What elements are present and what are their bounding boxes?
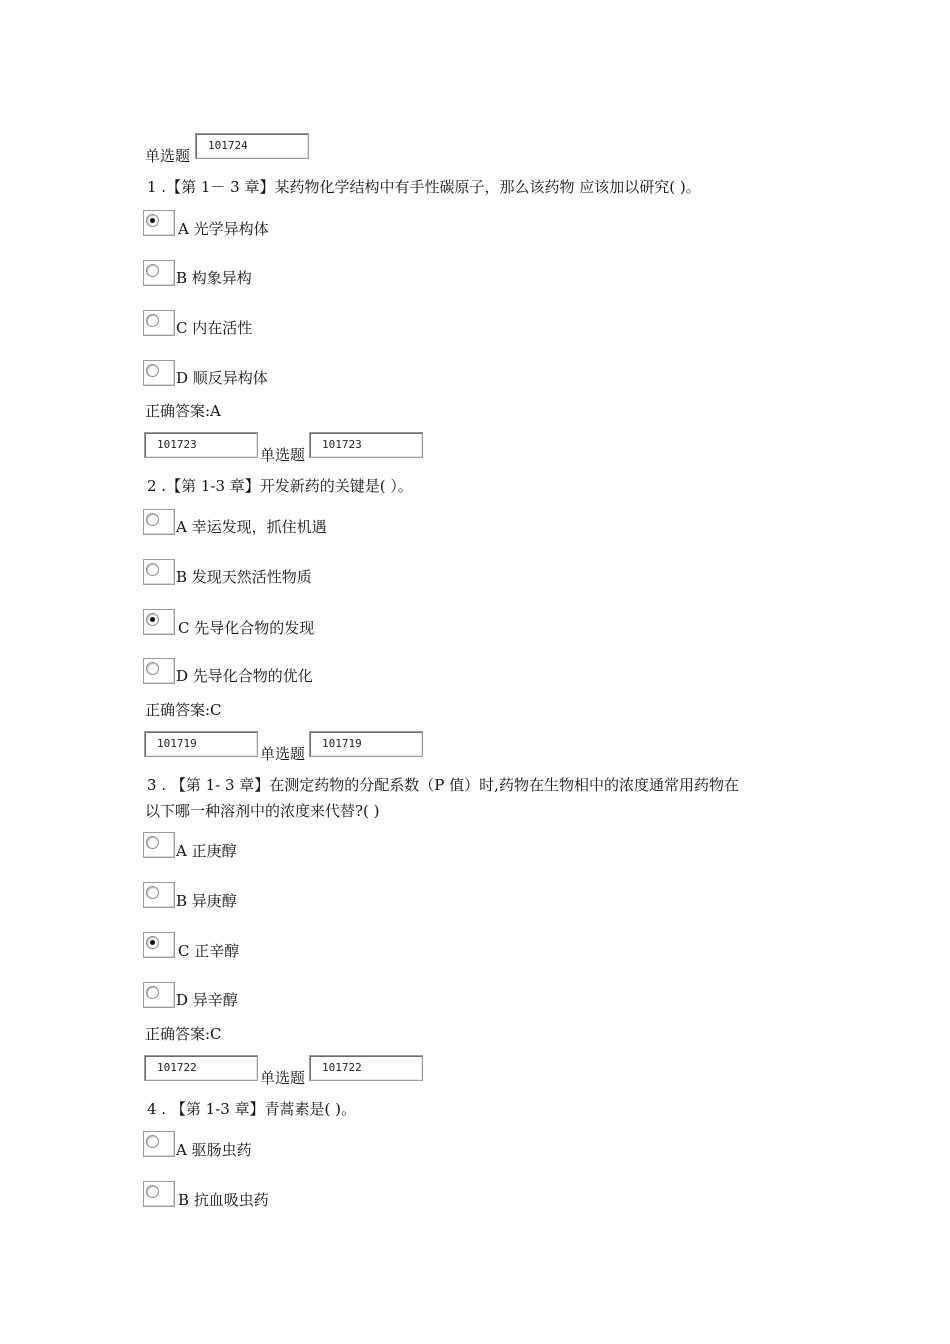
question-id-field-right[interactable]: 101723 — [309, 432, 423, 458]
option-d-radio[interactable] — [143, 658, 175, 684]
question-text: 1 .【第 1－ 3 章】某药物化学结构中有手性碳原子，那么该药物 应该加以研究( )。 — [147, 178, 701, 196]
radio-circle-icon — [146, 936, 159, 949]
option-a-radio[interactable] — [143, 1131, 175, 1157]
correct-answer: 正确答案:A — [145, 402, 221, 420]
option-b-radio[interactable] — [143, 1181, 175, 1207]
option-b-label: B 发现天然活性物质 — [176, 568, 312, 586]
radio-circle-icon — [146, 613, 159, 626]
option-c-radio[interactable] — [143, 310, 175, 336]
radio-circle-icon — [146, 836, 159, 849]
option-b-radio[interactable] — [143, 882, 175, 908]
option-c-label: C 正辛醇 — [178, 942, 240, 960]
option-d-radio[interactable] — [143, 360, 175, 386]
radio-selected-dot-icon — [150, 617, 155, 622]
option-a-label: A 正庚醇 — [176, 842, 237, 860]
option-d-radio[interactable] — [143, 982, 175, 1008]
option-c-radio[interactable] — [143, 609, 175, 635]
radio-circle-icon — [146, 364, 159, 377]
radio-circle-icon — [146, 314, 159, 327]
question-id-field-left[interactable]: 101723 — [144, 432, 258, 458]
question-id-field-left[interactable]: 101722 — [144, 1055, 258, 1081]
question-type-label: 单选题 — [260, 1069, 306, 1087]
option-b-label: B 抗血吸虫药 — [178, 1191, 269, 1209]
option-a-radio[interactable] — [143, 509, 175, 535]
question-id-field-right[interactable]: 101719 — [309, 731, 423, 757]
option-b-label: B 构象异构 — [176, 269, 252, 287]
radio-circle-icon — [146, 513, 159, 526]
correct-answer: 正确答案:C — [145, 701, 222, 719]
question-type-label: 单选题 — [260, 745, 306, 763]
option-a-label: A 光学异构体 — [178, 220, 269, 238]
question-type-label: 单选题 — [260, 446, 306, 464]
option-b-radio[interactable] — [143, 559, 175, 585]
question-text-line1: 3 . 【第 1- 3 章】在测定药物的分配系数（P 值）时,药物在生物相中的浓度通常用药物在 — [147, 776, 739, 794]
radio-selected-dot-icon — [150, 940, 155, 945]
option-d-label: D 异辛醇 — [176, 991, 238, 1009]
radio-circle-icon — [146, 1185, 159, 1198]
option-a-label: A 幸运发现，抓住机遇 — [176, 518, 327, 536]
question-id-field[interactable]: 101724 — [195, 133, 309, 159]
option-a-radio[interactable] — [143, 832, 175, 858]
radio-circle-icon — [146, 214, 159, 227]
option-a-label: A 驱肠虫药 — [176, 1141, 252, 1159]
option-b-label: B 异庚醇 — [176, 892, 237, 910]
question-text: 4 . 【第 1-3 章】青蒿素是( )。 — [147, 1100, 357, 1118]
radio-circle-icon — [146, 662, 159, 675]
question-type-label: 单选题 — [145, 147, 191, 165]
option-a-radio[interactable] — [143, 210, 175, 236]
correct-answer: 正确答案:C — [145, 1025, 222, 1043]
question-id-field-right[interactable]: 101722 — [309, 1055, 423, 1081]
option-b-radio[interactable] — [143, 260, 175, 286]
option-c-label: C 内在活性 — [176, 319, 253, 337]
radio-circle-icon — [146, 986, 159, 999]
radio-circle-icon — [146, 1135, 159, 1148]
radio-circle-icon — [146, 886, 159, 899]
radio-circle-icon — [146, 563, 159, 576]
question-text: 2 .【第 1-3 章】开发新药的关键是( ）。 — [147, 477, 413, 495]
option-d-label: D 先导化合物的优化 — [176, 667, 313, 685]
radio-circle-icon — [146, 264, 159, 277]
option-c-radio[interactable] — [143, 932, 175, 958]
radio-selected-dot-icon — [150, 218, 155, 223]
question-text-line2: 以下哪一种溶剂中的浓度来代替?( ) — [145, 802, 380, 820]
option-c-label: C 先导化合物的发现 — [178, 619, 315, 637]
option-d-label: D 顺反异构体 — [176, 369, 268, 387]
question-id-field-left[interactable]: 101719 — [144, 731, 258, 757]
